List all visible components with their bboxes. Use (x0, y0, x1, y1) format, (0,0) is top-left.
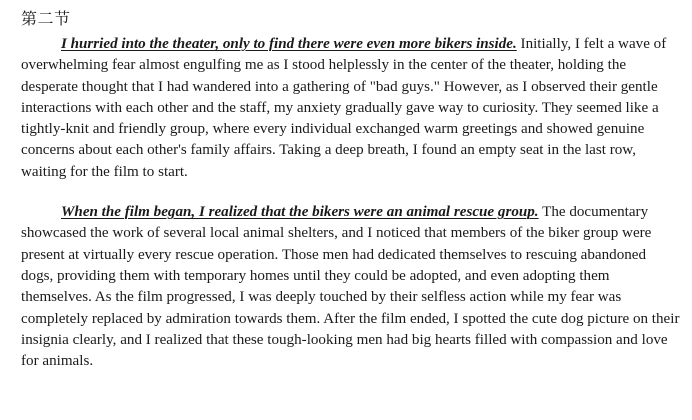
paragraph-2-body: The documentary showcased the work of several local animal shelters, and I noticed that members of the biker group were present at virtually every rescue operation. Those men had dedicated themselves to rescuing abandoned dogs, providing them with temporary homes until they could be adopted, and even adopting them themselves. As the film progressed, I was deeply touched by their selfless action while my fear was completely replaced by admiration towards them. After the film ended, I spotted the cute dog picture on their insignia clearly, and I realized that these tough-looking men had big hearts filled with compassion and love for animals. (21, 204, 680, 370)
section-title: 第二节 (21, 11, 71, 28)
paragraph-1-body: Initially, I felt a wave of overwhelming fear almost engulfing me as I stood helplessly in the center of the theater, holding the desperate thought that I had wandered into a gathering of "bad guys." However, as I observed their gentle interactions with each other and the staff, my anxiety gradually gave way to curiosity. They seemed like a tightly-knit and friendly group, where every individual exchanged warm greetings and showed genuine concerns about each other's family affairs. Taking a deep breath, I found an empty seat in the last row, waiting for the film to start. (21, 36, 667, 180)
paragraph-2-lead-sentence: When the film began, I realized that the bikers were an animal rescue group. (61, 204, 539, 221)
paragraph-1 (21, 34, 681, 183)
document-page (21, 10, 681, 372)
paragraph-2 (21, 202, 681, 372)
paragraph-1-lead-sentence: I hurried into the theater, only to find there were even more bikers inside. (61, 36, 517, 52)
